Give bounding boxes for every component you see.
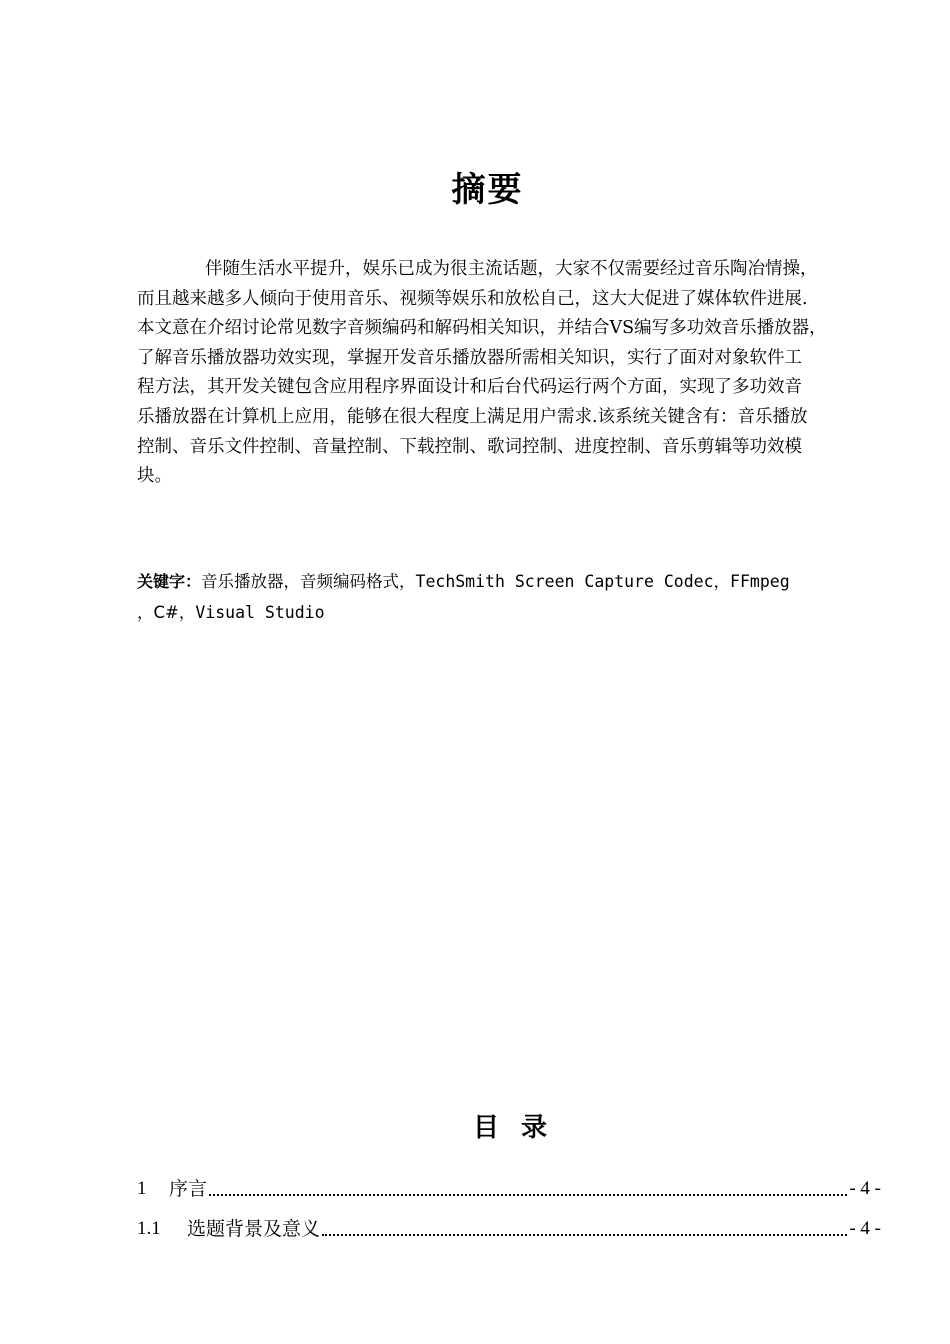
toc-entry-number: 1 <box>137 1178 147 1199</box>
toc-entry-number: 1.1 <box>137 1218 161 1239</box>
keywords-label: 关键字： <box>137 572 202 591</box>
toc-dot-leader <box>209 1194 847 1196</box>
abstract-line: 块。 <box>137 466 172 487</box>
toc-dot-leader <box>322 1234 847 1236</box>
abstract-line: 控制、音乐文件控制、音量控制、下载控制、歌词控制、进度控制、音乐剪辑等功效模 <box>137 436 802 457</box>
table-of-contents <box>137 1162 881 1242</box>
keywords-line-1 <box>137 566 897 597</box>
toc-entry-label: 选题背景及意义 <box>187 1218 321 1240</box>
toc-title-part: 录 <box>521 1113 548 1143</box>
abstract-line: 本文意在介绍讨论常见数字音频编码和解码相关知识，并结合VS编写多功效音乐播放器， <box>137 318 827 339</box>
keywords-csharp: ，C# <box>137 603 179 622</box>
abstract-line: 了解音乐播放器功效实现，掌握开发音乐播放器所需相关知识，实行了面对对象软件工 <box>137 347 802 368</box>
toc-entry-page: - 4 - <box>849 1218 881 1239</box>
toc-title-part: 目 <box>472 1113 499 1143</box>
abstract-line: 伴随生活水平提升，娱乐已成为很主流话题，大家不仅需要经过音乐陶冶情操， <box>205 259 818 279</box>
keywords-text: 音乐播放器，音频编码格式，TechSmith Screen Capture Codec，FFmpeg <box>201 572 790 591</box>
toc-entry-label: 序言 <box>169 1178 208 1200</box>
keywords-text-continued: ，Visual Studio <box>178 603 325 622</box>
toc-title <box>0 1110 950 1146</box>
abstract-line: 而且越来越多人倾向于使用音乐、视频等娱乐和放松自己，这大大促进了媒体软件进展. <box>137 288 808 309</box>
toc-entry[interactable] <box>137 1202 881 1242</box>
toc-entry[interactable] <box>137 1162 881 1202</box>
abstract-line: 乐播放器在计算机上应用，能够在很大程度上满足用户需求.该系统关键含有：音乐播放 <box>137 406 808 427</box>
abstract-title: 摘要 <box>451 170 524 210</box>
keywords-block <box>137 566 897 628</box>
abstract-body <box>137 255 897 492</box>
keywords-line-2 <box>137 597 897 628</box>
toc-entry-page: - 4 - <box>849 1178 881 1199</box>
abstract-line: 程方法，其开发关键包含应用程序界面设计和后台代码运行两个方面，实现了多功效音 <box>137 377 802 398</box>
